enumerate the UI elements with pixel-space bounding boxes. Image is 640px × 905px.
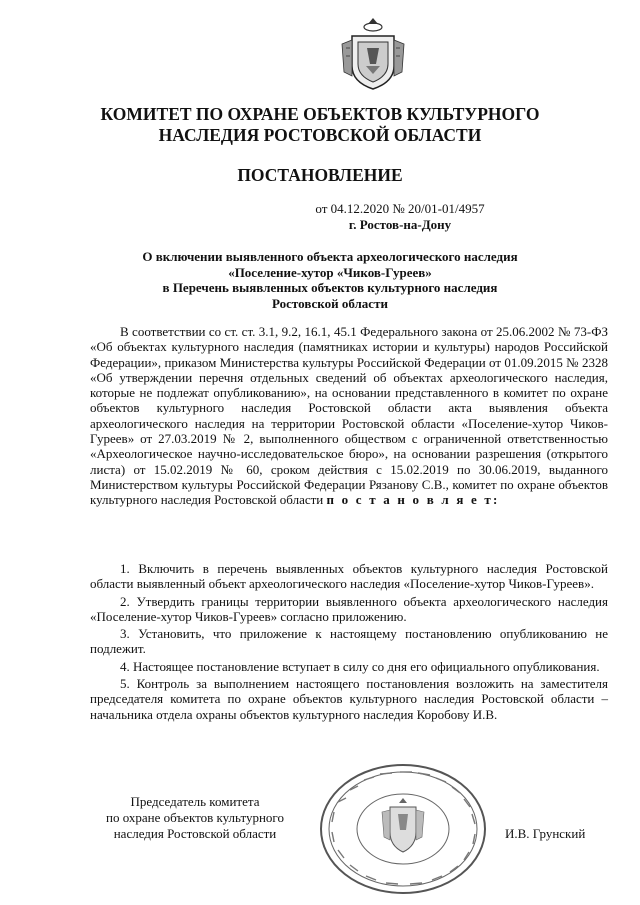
signer-name: И.В. Грунский [505, 826, 586, 841]
subject-line-3: в Перечень выявленных объектов культурного наследия [162, 280, 498, 295]
subject-line-2: «Поселение-хутор «Чиков-Гуреев» [228, 264, 432, 280]
signer-title-line-3: наследия Ростовской области [113, 826, 277, 841]
preamble-text: В соответствии со ст. ст. 3.1, 9.2, 16.1, 45.1 Федерального закона от 25.06.2002 № 73-ФЗ «Об объектах культурного наследия (памятниках истории и культуры) народов Российской Федерации», приказом Министерства культуры Российской Федерации от 01.09.2015 № 2328 «Об утверждении перечня отдельных сведений об объектах археологического наследия, которые не подлежат опубликованию», на основании представленного в комитет по охране объектов культурного наследия Ростовской области акта выявления объекта археологического наследия на территории Ростовской области «Поселение-хутор Чиков-Гуреев» от 27.03.2019 № 2, выполненного обществом с ограниченной ответственностью «Археологическое научно-исследовательское бюро», на основании разрешения (открытого листа) от 15.02.2019 № 60, сроком действия с 15.02.2019 по 30.06.2019, выданного Министерством культуры Российской Федерации Рязанову С.В., комитет по охране объектов культурного наследия Ростовской области [90, 324, 608, 508]
signer-title-line-2: по охране объектов культурного [106, 810, 284, 825]
document-meta [200, 201, 560, 233]
list-item: 5. Контроль за выполнением настоящего постановления возложить на заместителя председателя комитета по охране объектов культурного наследия Ростовской области – начальника отдела охраны объектов культурного наследия Коробову И.В. [90, 676, 608, 722]
document-type: ПОСТАНОВЛЕНИЕ [237, 165, 403, 185]
list-item: 2. Утвердить границы территории выявленного объекта археологического наследия «Поселение-хутор Чиков-Гуреев» согласно приложению. [90, 593, 608, 624]
list-item: 1. Включить в перечень выявленных объектов культурного наследия Ростовской области выявленный объект археологического наследия «Поселение-хутор Чиков-Гуреев». [90, 561, 608, 592]
resolves-text: п о с т а н о в л я е т: [326, 492, 500, 508]
date-number: от 04.12.2020 № 20/01-01/4957 [315, 201, 485, 216]
signer-title [85, 794, 305, 842]
document-subject [120, 249, 540, 311]
subject-line-1: О включении выявленного объекта археологического наследия [142, 249, 518, 264]
round-seal-icon [318, 762, 488, 896]
organization-line-2: НАСЛЕДИЯ РОСТОВСКОЙ ОБЛАСТИ [158, 125, 482, 145]
resolution-items [90, 561, 608, 724]
preamble-paragraph [90, 324, 608, 508]
signer-title-line-1: Председатель комитета [130, 794, 260, 809]
subject-line-4: Ростовской области [272, 295, 388, 311]
list-item: 3. Установить, что приложение к настоящему постановлению опубликованию не подлежит. [90, 626, 608, 657]
organization-name [100, 104, 540, 146]
city: г. Ростов-на-Дону [348, 217, 452, 232]
organization-line-1: КОМИТЕТ ПО ОХРАНЕ ОБЪЕКТОВ КУЛЬТУРНОГО [100, 104, 540, 124]
preamble [90, 324, 608, 508]
coat-of-arms-icon [338, 14, 408, 94]
list-item: 4. Настоящее постановление вступает в силу со дня его официального опубликования. [120, 658, 600, 674]
